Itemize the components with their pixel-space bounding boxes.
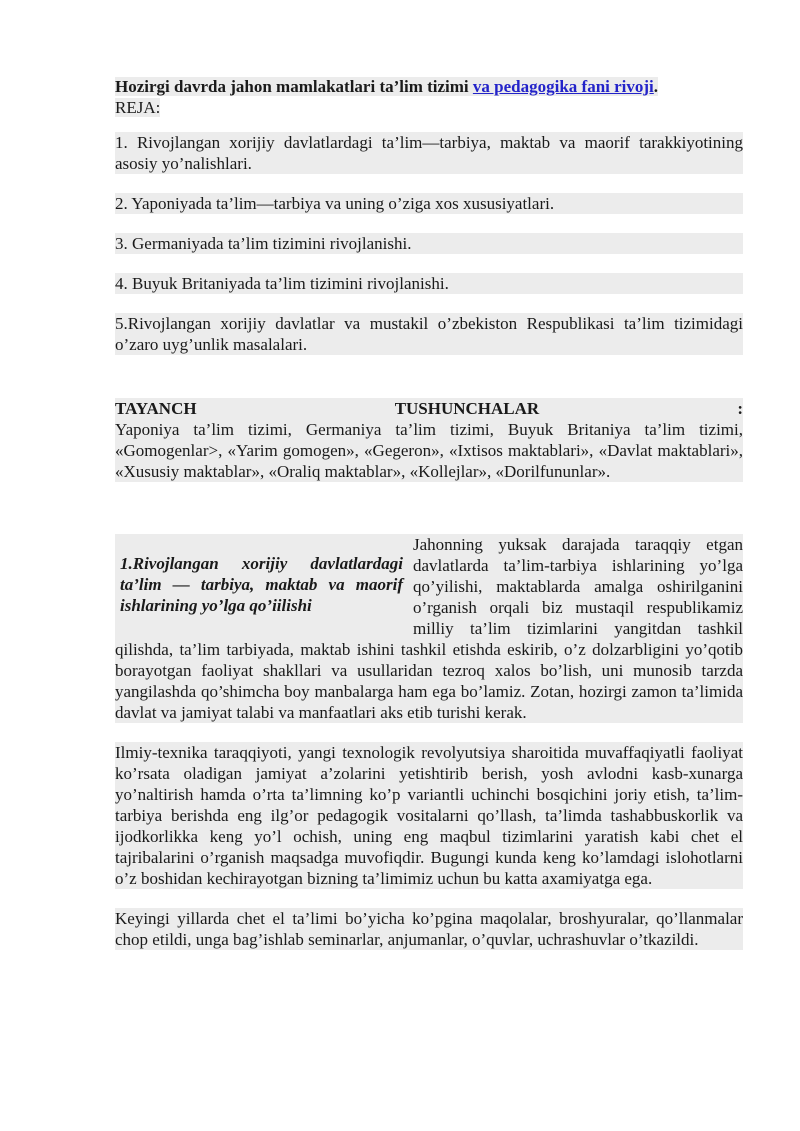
- plan-item-1: 1. Rivojlangan xorijiy davlatlardagi ta’lim—tarbiya, maktab va maorif tarakkiyotining asosiy yo’nalishlari.: [115, 133, 743, 173]
- tayanch-colon: :: [737, 399, 743, 418]
- tayanch-word: TAYANCH: [115, 399, 197, 418]
- plan-item-2: 2. Yaponiyada ta’lim—tarbiya va uning o’ziga xos xususiyatlari.: [115, 193, 743, 214]
- tushunchalar-word: TUSHUNCHALAR: [394, 399, 540, 418]
- doc-title: [115, 77, 658, 96]
- section-1: [115, 534, 743, 742]
- plan-item-4: 4. Buyuk Britaniyada ta’lim tizimini rivojlanishi.: [115, 273, 743, 294]
- doc-title-end: .: [653, 77, 659, 96]
- title-block: [115, 76, 743, 118]
- plan-item-3: 3. Germaniyada ta’lim tizimini rivojlanishi.: [115, 233, 743, 254]
- doc-title-text: Hozirgi davrda jahon mamlakatlari ta’lim tizimi: [115, 77, 473, 96]
- plan-item-5: 5.Rivojlangan xorijiy davlatlar va mustakil o’zbekiston Respublikasi ta’lim tizimidagi o’zaro uyg’unlik masalalari.: [115, 314, 743, 354]
- tayanch-text: Yaponiya ta’lim tizimi, Germaniya ta’lim tizimi, Buyuk Britaniya ta’lim tizimi, «Gomogenlar>, «Yarim gomogen», «Gegeron», «Ixtisos maktablari», «Davlat maktablari», «Xususiy maktablar», «Oraliq maktablar», «Kollejlar», «Dorilfununlar».: [115, 420, 743, 481]
- tayanch-block: [115, 398, 743, 482]
- paragraph-2: Ilmiy-texnika taraqqiyoti, yangi texnologik revolyutsiya sharoitida muvaffaqiyatli faoliyat ko’rsata oladigan jamiyat a’zolarini yetishtirib berish, yosh avlodni kasb-xunarga yo’naltirish hamda o’rta ta’limning ko’p variantli uchinchi bosqichini joriy etish, ta’lim-tarbiya berishda eng ilg’or pedagogik vositalarni qo’llash, ta’limda tashabbuskorlik va ijodkorlikka keng yo’l ochish, uning eng maqbul tizimlarini yaratish kabi chet el tajribalarini o’rganish maqsadga muvofiqdir. Bugungi kunda keng ko’lamdagi islohotlarni o’z boshidan kechirayotgan bizning ta’limimiz uchun bu katta axamiyatga ega.: [115, 743, 743, 888]
- doc-title-link[interactable]: va pedagogika fani rivoji: [472, 77, 654, 96]
- document-body: [115, 76, 743, 969]
- reja-label: REJA:: [115, 98, 161, 117]
- section-paragraph-1: Jahonning yuksak darajada taraqqiy etgan davlatlarda ta’lim-tarbiya ishlarining yo’lga qo’yilishi, maktablarda amalga oshirilganini o’rganish orqali biz mustaqil respublikamiz milliy ta’lim tizimlarini yangitdan tashkil qilishda, ta’lim tarbiyada, maktab ishini tashkil etishda eskirib, o’z dolzarbligini yo’qotib borayotgan faoliyat shakllari va usullaridan tezroq xalos bo’lish, uni munosib tarzda yangilashda qo’shimcha boy manbalarga ham ega bo’lamiz. Zotan, hozirgi zamon ta’limida davlat va jamiyat talabi va manfaatlari aks etib turishi kerak.: [115, 535, 743, 722]
- tayanch-heading: [115, 398, 743, 419]
- section-heading: 1.Rivojlangan xorijiy davlatlardagi ta’lim — tarbiya, maktab va maorif ishlarining yo’lga qo’iilishi: [115, 534, 407, 630]
- paragraph-3: Keyingi yillarda chet el ta’limi bo’yicha ko’pgina maqolalar, broshyuralar, qo’llanmalar chop etildi, unga bag’ishlab seminarlar, anjumanlar, o’quvlar, uchrashuvlar o’tkazildi.: [115, 909, 743, 949]
